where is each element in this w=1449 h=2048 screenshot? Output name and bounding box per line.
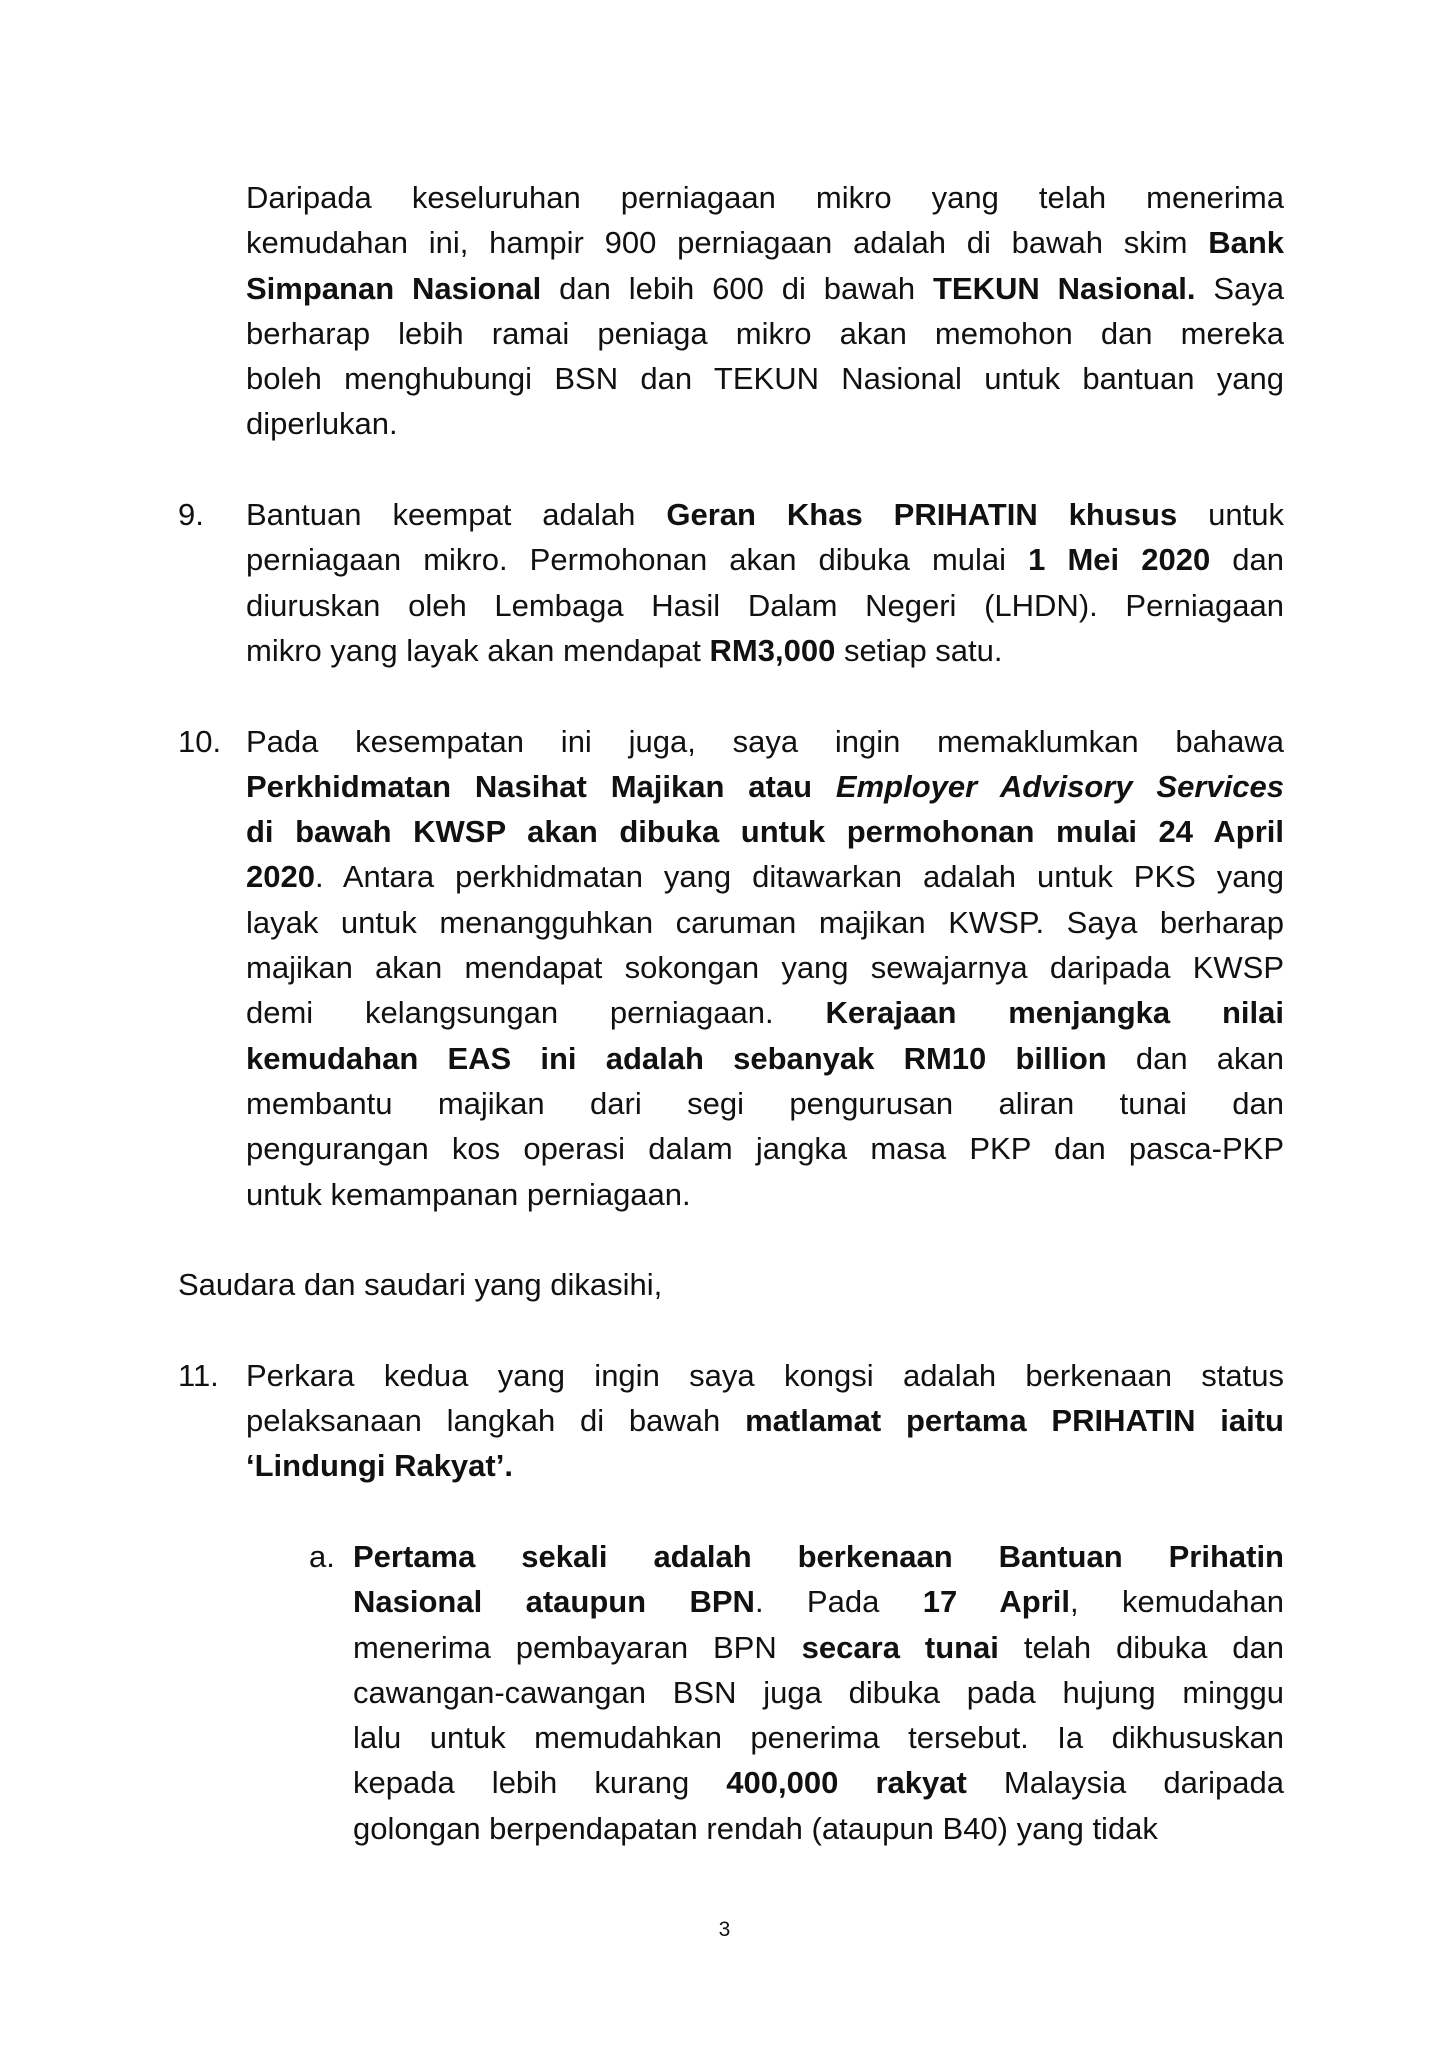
text-line [353,1760,1284,1805]
numbered-paragraph [0,1353,1449,1489]
text-run: mikro yang layak akan mendapat [246,632,710,668]
text-run: Bantuan keempat adalah [246,497,667,533]
text-line [246,1353,1284,1398]
text-run: setiap satu. [835,632,1003,668]
text-run: Perkara kedua yang ingin saya kongsi adalah berkenaan status [246,1357,1284,1393]
text-run: , kemudahan [1070,1584,1285,1620]
text-run: dan akan [1106,1040,1284,1076]
text-run: dan lebih 600 di bawah [541,270,933,306]
text-line [246,220,1284,265]
text-line [246,266,1284,311]
emphasized-text: Employer Advisory Services [835,768,1284,804]
emphasized-text: Perkhidmatan Nasihat Majikan atau [246,768,836,804]
text-run: . Antara perkhidmatan yang ditawarkan adalah untuk PKS yang [314,859,1284,895]
paragraph-number: 11. [178,1357,219,1393]
emphasized-text: ‘Lindungi Rakyat’. [246,1448,513,1484]
text-run: boleh menghubungi BSN dan TEKUN Nasional untuk bantuan yang [246,361,1284,397]
text-line [178,1262,1284,1307]
text-line [353,1806,1284,1851]
text-line [246,1126,1284,1171]
text-run: lalu untuk memudahkan penerima tersebut. Ia dikhususkan [353,1720,1284,1756]
text-line [246,175,1284,220]
text-run: diperlukan. [246,406,398,442]
text-run: Daripada keseluruhan perniagaan mikro yang telah menerima [246,180,1284,215]
text-run: pengurangan kos operasi dalam jangka masa PKP dan pasca-PKP [246,1131,1284,1167]
paragraph-number: 9. [178,497,204,533]
document-body [0,175,1449,1896]
text-run: cawangan-cawangan BSN juga dibuka pada hujung minggu [353,1674,1284,1710]
text-run: Malaysia daripada [966,1765,1284,1801]
text-line [246,1036,1284,1081]
emphasized-text: TEKUN Nasional. [932,270,1196,306]
text-line [246,1443,1284,1488]
text-line [246,537,1284,582]
text-run: berharap lebih ramai peniaga mikro akan memohon dan mereka [246,315,1284,351]
text-line [246,719,1284,764]
text-line [246,583,1284,628]
paragraph-number: 10. [178,723,222,759]
text-run: menerima pembayaran BPN [353,1629,802,1665]
text-run: diuruskan oleh Lembaga Hasil Dalam Negeri (LHDN). Perniagaan [246,587,1284,623]
text-run: Saudara dan saudari yang dikasihi, [178,1267,663,1303]
numbered-paragraph [0,492,1449,673]
text-line [246,311,1284,356]
text-run: untuk kemampanan perniagaan. [246,1176,691,1212]
emphasized-text: Simpanan Nasional [246,270,542,306]
text-line [246,1172,1284,1217]
text-run: kepada lebih kurang [353,1765,727,1801]
emphasized-text: Kerajaan menjangka nilai [825,995,1284,1031]
text-line [246,945,1284,990]
text-run: pelaksanaan langkah di bawah [246,1403,746,1439]
emphasized-text: matlamat pertama PRIHATIN iaitu [745,1403,1284,1439]
page-number: 3 [718,1918,731,1941]
text-run: perniagaan mikro. Permohonan akan dibuka mulai [246,542,1029,578]
text-line [246,990,1284,1035]
text-line [246,854,1284,899]
emphasized-text: RM3,000 [709,632,836,668]
text-run: majikan akan mendapat sokongan yang sewajarnya daripada KWSP [246,950,1284,986]
text-line [246,401,1284,446]
emphasized-text: 400,000 rakyat [726,1765,967,1801]
text-run: membantu majikan dari segi pengurusan aliran tunai dan [246,1085,1284,1121]
emphasized-text: secara tunai [801,1629,999,1665]
text-run: . Pada [754,1584,923,1620]
emphasized-text: Bank [1208,225,1284,261]
text-line [353,1579,1284,1624]
text-run: kemudahan ini, hampir 900 perniagaan adalah di bawah skim [246,225,1209,261]
emphasized-text: 2020 [246,859,315,895]
text-line [246,356,1284,401]
numbered-paragraph [0,1534,1449,1851]
text-run: Pada kesempatan ini juga, saya ingin memaklumkan bahawa [246,723,1284,759]
text-line [246,900,1284,945]
text-line [353,1670,1284,1715]
paragraph [0,175,1449,447]
text-line [246,764,1284,809]
text-run: layak untuk menangguhkan caruman majikan KWSP. Saya berharap [246,904,1284,940]
emphasized-text: Geran Khas PRIHATIN khusus [666,497,1178,533]
emphasized-text: kemudahan EAS ini adalah sebanyak RM10 billion [246,1040,1107,1076]
text-line [353,1715,1284,1760]
emphasized-text: 1 Mei 2020 [1028,542,1211,578]
text-run: telah dibuka dan [998,1629,1284,1665]
text-line [246,492,1284,537]
emphasized-text: Nasional ataupun BPN [353,1584,755,1620]
text-line [246,1398,1284,1443]
text-run: golongan berpendapatan rendah (ataupun B40) yang tidak [353,1810,1158,1846]
text-run: Saya [1195,270,1284,306]
text-run: dan [1210,542,1285,578]
text-line [246,1081,1284,1126]
text-line [246,809,1284,854]
text-run: untuk [1177,497,1285,533]
paragraph [0,1262,1449,1307]
text-line [246,628,1284,673]
text-line [353,1625,1284,1670]
text-run: demi kelangsungan perniagaan. [246,995,826,1031]
numbered-paragraph [0,719,1449,1217]
emphasized-text: 17 April [922,1584,1071,1620]
emphasized-text: di bawah KWSP akan dibuka untuk permohonan mulai 24 April [246,814,1284,850]
text-line [353,1534,1284,1579]
emphasized-text: Pertama sekali adalah berkenaan Bantuan Prihatin [353,1538,1284,1574]
paragraph-number: a. [309,1538,335,1574]
